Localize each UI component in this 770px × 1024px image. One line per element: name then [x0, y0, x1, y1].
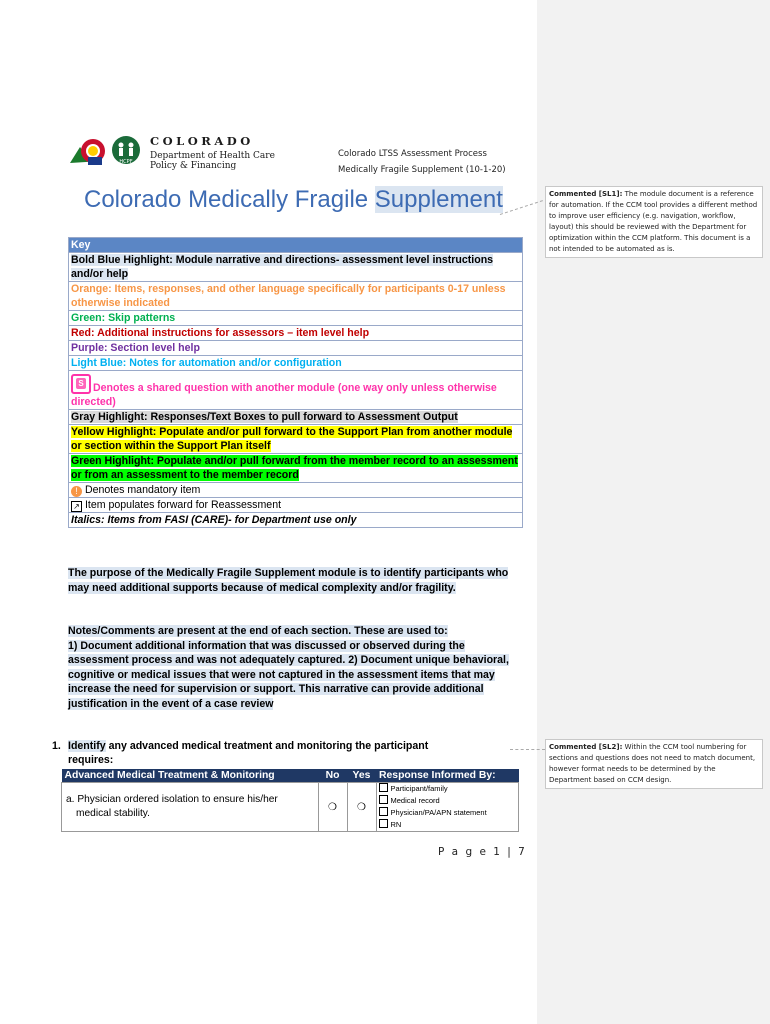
key-italics: Italics: Items from FASI (CARE)- for Department use only: [69, 513, 523, 528]
notes-intro: Notes/Comments are present at the end of each section. These are used to:: [68, 625, 448, 637]
question-1: [52, 739, 522, 767]
response-option[interactable]: RN: [379, 819, 516, 831]
key-gray: Gray Highlight: Responses/Text Boxes to pull forward to Assessment Output: [71, 411, 458, 423]
key-green-highlight: Green Highlight: Populate and/or pull forward from the member record to an assessment or from an assessment to the member record: [71, 455, 518, 481]
key-shared: Denotes a shared question with another module (one way only unless otherwise directed): [71, 382, 497, 408]
response-option[interactable]: Medical record: [379, 795, 516, 807]
question-text: any advanced medical treatment and monitoring the participant: [105, 740, 429, 752]
doc-line-1: Colorado LTSS Assessment Process: [338, 149, 487, 159]
checkbox[interactable]: [379, 783, 388, 792]
reassessment-icon: ↗: [71, 501, 82, 512]
key-header: Key: [69, 238, 523, 253]
org-sub-2: Policy & Financing: [150, 161, 237, 171]
purpose-paragraph: [68, 566, 524, 595]
question-number: 1.: [52, 740, 61, 752]
mandatory-icon: !: [71, 486, 82, 497]
comment-text: The module document is a reference for automation. If the CCM tool provides a different method to improve user efficiency (e.g. navigation, workflow, layout) this should be reviewed with the Department for optimization within the CCM platform. This document is a not intended to be automated as is.: [549, 190, 758, 253]
key-green: Green: Skip patterns: [69, 311, 523, 326]
item-line-1: a. Physician ordered isolation to ensure his/her: [66, 794, 278, 805]
key-table: [68, 237, 523, 528]
comment-margin-pane: [537, 0, 770, 1024]
org-block: [150, 134, 275, 171]
item-line-2: medical stability.: [76, 808, 150, 819]
response-informed-by: [376, 783, 518, 832]
treatment-table-header: [62, 769, 519, 783]
comment-text: Within the CCM tool numbering for sections and questions does not need to match document, however format needs to be determined by the Department based on CCM design.: [549, 743, 756, 784]
comment-leader-2: [510, 749, 545, 750]
response-option[interactable]: Participant/family: [379, 783, 516, 795]
key-mandatory: Denotes mandatory item: [84, 484, 201, 496]
table-row: [62, 783, 519, 832]
col-yes: Yes: [347, 769, 376, 783]
org-name: COLORADO: [150, 134, 254, 148]
document-header-info: [338, 146, 506, 178]
doc-line-2: Medically Fragile Supplement (10-1-20): [338, 165, 506, 175]
page-title: [84, 186, 503, 214]
comment-sl2[interactable]: [545, 739, 763, 789]
treatment-item: [62, 783, 319, 832]
question-text-line2: requires:: [68, 754, 114, 766]
key-reassess: Item populates forward for Reassessment: [84, 499, 282, 511]
key-purple: Purple: Section level help: [69, 341, 523, 356]
notes-body: 1) Document additional information that was discussed or observed during the assessment process and was not adequately captured. 2) Document unique behavioral, cognitive or medical issues that were not captured in the assessment items that may increase the need for supervision or support. This narrative can provide additional justification in the event of a case review: [68, 639, 509, 710]
checkbox[interactable]: [379, 807, 388, 816]
key-bold-blue: Bold Blue Highlight: Module narrative and directions- assessment level instructions and/or help: [71, 254, 494, 280]
col-no: No: [318, 769, 347, 783]
title-highlight: Supplement: [374, 186, 503, 213]
page-number: P a g e 1 | 7: [438, 846, 527, 858]
title-main: Colorado Medically Fragile: [84, 186, 375, 213]
org-sub-1: Department of Health Care: [150, 151, 275, 161]
comment-label: Commented [SL2]:: [549, 743, 623, 751]
treatment-table: [61, 769, 519, 832]
key-yellow: Yellow Highlight: Populate and/or pull forward to the Support Plan from another module or section within the Support Plan itself: [71, 426, 513, 452]
colorado-logo-icon: [68, 133, 148, 169]
question-identify: Identify: [68, 740, 106, 752]
checkbox[interactable]: [379, 819, 388, 828]
purpose-text: The purpose of the Medically Fragile Supplement module is to identify participants who may need additional supports because of medical complexity and/or fragility.: [68, 567, 509, 594]
comment-sl1[interactable]: [545, 186, 763, 258]
notes-paragraph: [68, 624, 524, 711]
col-item: Advanced Medical Treatment & Monitoring: [62, 769, 319, 783]
shared-question-icon: S: [71, 374, 91, 394]
key-light-blue: Light Blue: Notes for automation and/or configuration: [69, 356, 523, 371]
radio-no[interactable]: ❍: [318, 783, 347, 832]
col-response: Response Informed By:: [376, 769, 518, 783]
comment-label: Commented [SL1]:: [549, 190, 623, 198]
response-option[interactable]: Physician/PA/APN statement: [379, 807, 516, 819]
checkbox[interactable]: [379, 795, 388, 804]
key-orange: Orange: Items, responses, and other language specifically for participants 0-17 unless otherwise indicated: [69, 282, 523, 311]
radio-yes[interactable]: ❍: [347, 783, 376, 832]
key-red: Red: Additional instructions for assessors – item level help: [69, 326, 523, 341]
logo-badge-text: HCPF: [119, 159, 133, 165]
